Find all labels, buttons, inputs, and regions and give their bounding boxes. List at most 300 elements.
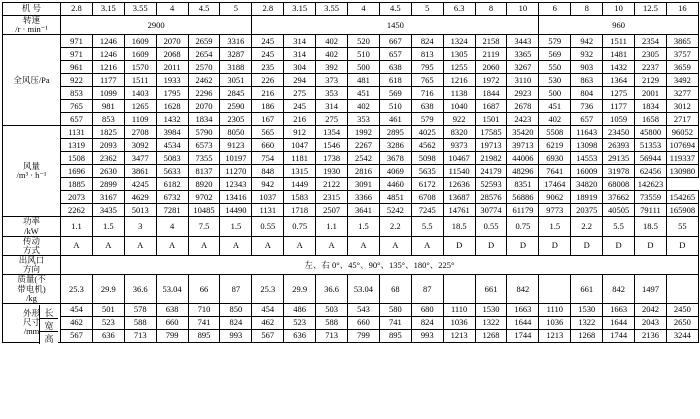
- row-label-model: 机 号: [3, 3, 61, 16]
- drive-cell-8: A: [316, 236, 348, 255]
- mass-cell-14: 842: [507, 275, 539, 304]
- flow-cell-0-17: 23450: [603, 126, 635, 139]
- flow-cell-5-11: 6708: [411, 191, 443, 204]
- dim-width-cell-15: 1036: [539, 316, 571, 329]
- table-row-drive: [3, 236, 699, 255]
- pressure-cell-3-19: 3492: [666, 74, 698, 87]
- dim-height-cell-13: 1268: [475, 329, 507, 342]
- pressure-cell-1-2: 1609: [124, 48, 156, 61]
- flow-cell-4-12: 12636: [443, 178, 475, 191]
- flow-cell-5-0: 2073: [61, 191, 93, 204]
- pressure-cell-5-10: 510: [379, 100, 411, 113]
- dim-height-cell-0: 567: [61, 329, 93, 342]
- mass-cell-15: [539, 275, 571, 304]
- pressure-cell-6-16: 657: [571, 113, 603, 126]
- flow-cell-6-14: 61179: [507, 204, 539, 217]
- pressure-cell-2-12: 1255: [443, 61, 475, 74]
- dim-length-cell-15: 1110: [539, 303, 571, 316]
- power-cell-2: 3: [124, 217, 156, 236]
- flow-cell-5-3: 6732: [156, 191, 188, 204]
- flow-cell-4-15: 17464: [539, 178, 571, 191]
- pressure-cell-1-18: 2305: [635, 48, 667, 61]
- pressure-cell-3-0: 922: [61, 74, 93, 87]
- drive-cell-4: A: [188, 236, 220, 255]
- flow-cell-4-5: 12343: [220, 178, 252, 191]
- model-number-13: 8: [475, 3, 507, 16]
- pressure-cell-1-1: 1246: [92, 48, 124, 61]
- pressure-cell-3-5: 3051: [220, 74, 252, 87]
- flow-cell-3-0: 1696: [61, 165, 93, 178]
- power-cell-0: 1.1: [61, 217, 93, 236]
- power-cell-8: 1.1: [316, 217, 348, 236]
- flow-cell-1-14: 39713: [507, 139, 539, 152]
- pressure-cell-4-4: 2296: [188, 87, 220, 100]
- flow-cell-0-3: 3984: [156, 126, 188, 139]
- pressure-cell-3-13: 1972: [475, 74, 507, 87]
- model-number-3: 4: [156, 3, 188, 16]
- pressure-cell-4-3: 1795: [156, 87, 188, 100]
- power-cell-4: 7.5: [188, 217, 220, 236]
- flow-cell-5-4: 9702: [188, 191, 220, 204]
- flow-cell-1-8: 1546: [316, 139, 348, 152]
- flow-cell-1-4: 6573: [188, 139, 220, 152]
- flow-cell-5-16: 18919: [571, 191, 603, 204]
- table-row-dim-width: [3, 316, 699, 329]
- dim-length-cell-18: 2042: [635, 303, 667, 316]
- row-label-flow: 风量 /m³ · h⁻¹: [3, 126, 61, 217]
- flow-cell-2-18: 56944: [635, 152, 667, 165]
- dim-height-cell-12: 1213: [443, 329, 475, 342]
- pressure-cell-5-15: 451: [539, 100, 571, 113]
- pressure-cell-0-2: 1609: [124, 35, 156, 48]
- pressure-cell-3-1: 1177: [92, 74, 124, 87]
- dim-length-cell-1: 501: [92, 303, 124, 316]
- dim-width-cell-8: 588: [316, 316, 348, 329]
- row-label-outlet: 出风口 方向: [3, 256, 61, 275]
- dim-width-cell-7: 523: [284, 316, 316, 329]
- dim-width-cell-2: 588: [124, 316, 156, 329]
- power-cell-7: 0.75: [284, 217, 316, 236]
- dim-length-cell-8: 503: [316, 303, 348, 316]
- flow-cell-5-5: 13416: [220, 191, 252, 204]
- flow-cell-0-0: 1131: [61, 126, 93, 139]
- pressure-cell-3-12: 1216: [443, 74, 475, 87]
- mass-cell-17: 842: [603, 275, 635, 304]
- table-row-pressure-0: [3, 35, 699, 48]
- power-cell-19: 55: [666, 217, 698, 236]
- power-cell-10: 2.2: [379, 217, 411, 236]
- flow-cell-0-8: 1354: [316, 126, 348, 139]
- pressure-cell-3-8: 373: [316, 74, 348, 87]
- pressure-cell-6-13: 1501: [475, 113, 507, 126]
- outlet-direction-value: 左、右 0°、45°、90°、135°、180°、225°: [61, 256, 699, 275]
- pressure-cell-4-12: 1138: [443, 87, 475, 100]
- pressure-cell-1-10: 657: [379, 48, 411, 61]
- pressure-cell-3-7: 294: [284, 74, 316, 87]
- pressure-cell-6-8: 275: [316, 113, 348, 126]
- flow-cell-4-14: 8351: [507, 178, 539, 191]
- pressure-cell-2-0: 961: [61, 61, 93, 74]
- flow-cell-0-9: 1992: [348, 126, 380, 139]
- flow-cell-6-1: 3435: [92, 204, 124, 217]
- pressure-cell-6-1: 853: [92, 113, 124, 126]
- pressure-cell-2-17: 1432: [603, 61, 635, 74]
- table-row-pressure-2: [3, 61, 699, 74]
- dim-height-cell-2: 713: [124, 329, 156, 342]
- model-number-8: 3.55: [316, 3, 348, 16]
- flow-cell-0-13: 17585: [475, 126, 507, 139]
- pressure-cell-4-6: 216: [252, 87, 284, 100]
- power-cell-3: 4: [156, 217, 188, 236]
- flow-cell-3-7: 1315: [284, 165, 316, 178]
- pressure-cell-0-16: 942: [571, 35, 603, 48]
- model-number-9: 4: [348, 3, 380, 16]
- pressure-cell-3-9: 481: [348, 74, 380, 87]
- flow-cell-1-9: 2267: [348, 139, 380, 152]
- table-row-flow-1: [3, 139, 699, 152]
- dim-width-cell-18: 2043: [635, 316, 667, 329]
- dim-height-cell-18: 2136: [635, 329, 667, 342]
- flow-cell-1-12: 9373: [443, 139, 475, 152]
- flow-cell-1-13: 19713: [475, 139, 507, 152]
- power-cell-1: 1.5: [92, 217, 124, 236]
- dim-length-cell-2: 578: [124, 303, 156, 316]
- dim-height-cell-3: 799: [156, 329, 188, 342]
- pressure-cell-6-6: 167: [252, 113, 284, 126]
- table-row-outlet: [3, 256, 699, 275]
- power-cell-18: 18.5: [635, 217, 667, 236]
- pressure-cell-0-17: 1511: [603, 35, 635, 48]
- flow-cell-6-16: 20375: [571, 204, 603, 217]
- mass-cell-3: 53.04: [156, 275, 188, 304]
- flow-cell-0-4: 5790: [188, 126, 220, 139]
- dim-height-cell-11: 993: [411, 329, 443, 342]
- flow-cell-2-17: 29135: [603, 152, 635, 165]
- pressure-cell-1-7: 314: [284, 48, 316, 61]
- speed-group-0: 2900: [61, 16, 252, 35]
- flow-cell-4-16: 34820: [571, 178, 603, 191]
- flow-cell-2-19: 119337: [666, 152, 698, 165]
- pressure-cell-5-5: 2590: [220, 100, 252, 113]
- flow-cell-3-8: 1930: [316, 165, 348, 178]
- drive-cell-17: D: [603, 236, 635, 255]
- drive-cell-16: D: [571, 236, 603, 255]
- pressure-cell-4-13: 1844: [475, 87, 507, 100]
- flow-cell-6-0: 2262: [61, 204, 93, 217]
- row-label-mass: 质量(不 带电机) /kg: [3, 275, 61, 304]
- pressure-cell-3-4: 2462: [188, 74, 220, 87]
- pressure-cell-2-8: 392: [316, 61, 348, 74]
- drive-cell-2: A: [124, 236, 156, 255]
- pressure-cell-3-6: 226: [252, 74, 284, 87]
- flow-cell-2-3: 5083: [156, 152, 188, 165]
- flow-cell-5-8: 2315: [316, 191, 348, 204]
- power-cell-5: 1.5: [220, 217, 252, 236]
- power-cell-13: 0.55: [475, 217, 507, 236]
- mass-cell-6: 25.3: [252, 275, 284, 304]
- pressure-cell-6-12: 922: [443, 113, 475, 126]
- dim-length-cell-12: 1110: [443, 303, 475, 316]
- dim-width-cell-0: 462: [61, 316, 93, 329]
- pressure-cell-5-6: 186: [252, 100, 284, 113]
- pressure-cell-5-0: 765: [61, 100, 93, 113]
- dim-width-cell-17: 1644: [603, 316, 635, 329]
- dim-length-cell-6: 454: [252, 303, 284, 316]
- flow-cell-3-13: 24179: [475, 165, 507, 178]
- pressure-cell-2-9: 500: [348, 61, 380, 74]
- model-number-18: 12.5: [635, 3, 667, 16]
- flow-cell-0-2: 2708: [124, 126, 156, 139]
- mass-cell-2: 36.6: [124, 275, 156, 304]
- flow-cell-6-8: 2507: [316, 204, 348, 217]
- flow-cell-5-6: 1037: [252, 191, 284, 204]
- pressure-cell-0-9: 520: [348, 35, 380, 48]
- pressure-cell-2-3: 2011: [156, 61, 188, 74]
- pressure-cell-3-16: 863: [571, 74, 603, 87]
- dim-length-cell-3: 638: [156, 303, 188, 316]
- dim-sublabel-divider-1: [39, 331, 58, 332]
- table-row-flow-2: [3, 152, 699, 165]
- flow-cell-4-10: 4460: [379, 178, 411, 191]
- mass-cell-8: 36.6: [316, 275, 348, 304]
- model-number-16: 8: [571, 3, 603, 16]
- pressure-cell-3-14: 3110: [507, 74, 539, 87]
- flow-cell-3-1: 2630: [92, 165, 124, 178]
- power-cell-6: 0.55: [252, 217, 284, 236]
- pressure-cell-3-11: 765: [411, 74, 443, 87]
- table-row-pressure-1: [3, 48, 699, 61]
- dim-width-cell-16: 1322: [571, 316, 603, 329]
- pressure-cell-4-5: 2845: [220, 87, 252, 100]
- flow-cell-4-3: 6182: [156, 178, 188, 191]
- dim-height-cell-9: 799: [348, 329, 380, 342]
- flow-cell-1-6: 660: [252, 139, 284, 152]
- pressure-cell-0-19: 3865: [666, 35, 698, 48]
- dim-length-cell-10: 580: [379, 303, 411, 316]
- pressure-cell-0-10: 667: [379, 35, 411, 48]
- model-number-17: 10: [603, 3, 635, 16]
- pressure-cell-2-13: 2060: [475, 61, 507, 74]
- flow-cell-2-15: 6930: [539, 152, 571, 165]
- flow-cell-6-15: 9773: [539, 204, 571, 217]
- power-cell-16: 2.2: [571, 217, 603, 236]
- row-label-drive: 传动 方式: [3, 236, 61, 255]
- model-number-11: 5: [411, 3, 443, 16]
- pressure-cell-6-19: 2717: [666, 113, 698, 126]
- flow-cell-1-19: 107694: [666, 139, 698, 152]
- mass-cell-1: 29.9: [92, 275, 124, 304]
- dim-length-cell-16: 1530: [571, 303, 603, 316]
- flow-cell-1-0: 1319: [61, 139, 93, 152]
- pressure-cell-4-17: 1275: [603, 87, 635, 100]
- pressure-cell-0-18: 2354: [635, 35, 667, 48]
- pressure-cell-4-16: 804: [571, 87, 603, 100]
- speed-group-1: 1450: [252, 16, 539, 35]
- mass-cell-0: 25.3: [61, 275, 93, 304]
- pressure-cell-2-18: 2237: [635, 61, 667, 74]
- model-number-12: 6.3: [443, 3, 475, 16]
- pressure-cell-5-19: 3012: [666, 100, 698, 113]
- table-row-speed: [3, 16, 699, 35]
- dim-sublabel-长: 长: [40, 306, 58, 319]
- flow-cell-1-5: 9123: [220, 139, 252, 152]
- flow-cell-1-3: 4534: [156, 139, 188, 152]
- pressure-cell-4-15: 500: [539, 87, 571, 100]
- flow-cell-6-3: 7281: [156, 204, 188, 217]
- pressure-cell-5-7: 245: [284, 100, 316, 113]
- pressure-cell-2-14: 3267: [507, 61, 539, 74]
- flow-cell-1-17: 26393: [603, 139, 635, 152]
- flow-cell-6-13: 30774: [475, 204, 507, 217]
- pressure-cell-2-6: 235: [252, 61, 284, 74]
- pressure-cell-5-12: 1040: [443, 100, 475, 113]
- pressure-cell-6-17: 1059: [603, 113, 635, 126]
- pressure-cell-4-8: 353: [316, 87, 348, 100]
- drive-cell-7: A: [284, 236, 316, 255]
- flow-cell-3-18: 62456: [635, 165, 667, 178]
- flow-cell-5-1: 3167: [92, 191, 124, 204]
- pressure-cell-5-9: 402: [348, 100, 380, 113]
- flow-cell-6-12: 14761: [443, 204, 475, 217]
- flow-cell-5-17: 37662: [603, 191, 635, 204]
- flow-cell-4-8: 2122: [316, 178, 348, 191]
- pressure-cell-3-10: 618: [379, 74, 411, 87]
- pressure-cell-2-2: 1570: [124, 61, 156, 74]
- flow-cell-4-0: 1885: [61, 178, 93, 191]
- pressure-cell-6-3: 1432: [156, 113, 188, 126]
- dim-length-cell-0: 454: [61, 303, 93, 316]
- flow-cell-3-5: 11270: [220, 165, 252, 178]
- flow-cell-6-6: 1131: [252, 204, 284, 217]
- dim-width-cell-13: 1322: [475, 316, 507, 329]
- flow-cell-4-4: 8920: [188, 178, 220, 191]
- pressure-cell-2-15: 550: [539, 61, 571, 74]
- pressure-cell-4-7: 275: [284, 87, 316, 100]
- pressure-cell-0-11: 824: [411, 35, 443, 48]
- model-number-6: 2.8: [252, 3, 284, 16]
- drive-cell-6: A: [252, 236, 284, 255]
- dim-width-cell-10: 741: [379, 316, 411, 329]
- dim-length-cell-4: 710: [188, 303, 220, 316]
- dim-width-cell-6: 462: [252, 316, 284, 329]
- pressure-cell-3-2: 1511: [124, 74, 156, 87]
- power-cell-15: 1.5: [539, 217, 571, 236]
- dim-width-cell-3: 660: [156, 316, 188, 329]
- dim-height-cell-14: 1744: [507, 329, 539, 342]
- pressure-cell-5-18: 1834: [635, 100, 667, 113]
- drive-cell-19: D: [666, 236, 698, 255]
- pressure-cell-1-4: 2654: [188, 48, 220, 61]
- dim-length-cell-17: 1663: [603, 303, 635, 316]
- dim-length-cell-19: 2450: [666, 303, 698, 316]
- pressure-cell-6-14: 2423: [507, 113, 539, 126]
- flow-cell-3-17: 31978: [603, 165, 635, 178]
- pressure-cell-1-14: 3365: [507, 48, 539, 61]
- row-label-pressure: 全风压/Pa: [3, 35, 61, 126]
- flow-cell-2-10: 3678: [379, 152, 411, 165]
- pressure-cell-6-5: 2305: [220, 113, 252, 126]
- dim-height-cell-17: 1744: [603, 329, 635, 342]
- flow-cell-6-19: 165908: [666, 204, 698, 217]
- flow-cell-0-16: 11643: [571, 126, 603, 139]
- power-cell-9: 1.5: [348, 217, 380, 236]
- flow-cell-5-19: 154265: [666, 191, 698, 204]
- pressure-cell-1-5: 3287: [220, 48, 252, 61]
- flow-cell-1-1: 2093: [92, 139, 124, 152]
- flow-cell-4-18: 142623: [635, 178, 667, 191]
- pressure-cell-0-12: 1324: [443, 35, 475, 48]
- flow-cell-1-11: 4562: [411, 139, 443, 152]
- flow-cell-3-14: 48296: [507, 165, 539, 178]
- dim-width-cell-19: 2650: [666, 316, 698, 329]
- drive-cell-15: D: [539, 236, 571, 255]
- table-row-pressure-5: [3, 100, 699, 113]
- model-number-15: 6: [539, 3, 571, 16]
- pressure-cell-2-19: 3659: [666, 61, 698, 74]
- pressure-cell-1-8: 402: [316, 48, 348, 61]
- flow-cell-0-6: 565: [252, 126, 284, 139]
- pressure-cell-3-15: 530: [539, 74, 571, 87]
- table-row-flow-3: [3, 165, 699, 178]
- flow-cell-2-14: 44006: [507, 152, 539, 165]
- table-row-dim-length: [3, 303, 699, 316]
- pressure-cell-2-1: 1216: [92, 61, 124, 74]
- mass-cell-12: [443, 275, 475, 304]
- drive-cell-3: A: [156, 236, 188, 255]
- flow-cell-4-9: 3091: [348, 178, 380, 191]
- dim-height-cell-4: 895: [188, 329, 220, 342]
- flow-cell-0-1: 1825: [92, 126, 124, 139]
- mass-cell-18: 1497: [635, 275, 667, 304]
- flow-cell-5-9: 3366: [348, 191, 380, 204]
- power-cell-14: 0.75: [507, 217, 539, 236]
- fan-specification-table: [2, 2, 699, 343]
- drive-cell-1: A: [92, 236, 124, 255]
- power-cell-12: 18.5: [443, 217, 475, 236]
- pressure-cell-0-0: 971: [61, 35, 93, 48]
- pressure-cell-4-9: 451: [348, 87, 380, 100]
- dim-length-cell-11: 680: [411, 303, 443, 316]
- flow-cell-5-14: 56886: [507, 191, 539, 204]
- table-row-pressure-3: [3, 74, 699, 87]
- flow-cell-5-15: 9062: [539, 191, 571, 204]
- flow-cell-0-18: 45800: [635, 126, 667, 139]
- dim-height-cell-7: 636: [284, 329, 316, 342]
- flow-cell-0-12: 8320: [443, 126, 475, 139]
- flow-cell-2-11: 5098: [411, 152, 443, 165]
- table-row-pressure-6: [3, 113, 699, 126]
- pressure-cell-6-10: 461: [379, 113, 411, 126]
- dim-length-cell-13: 1530: [475, 303, 507, 316]
- pressure-cell-4-10: 569: [379, 87, 411, 100]
- dim-length-cell-9: 543: [348, 303, 380, 316]
- pressure-cell-5-3: 1628: [156, 100, 188, 113]
- row-label-power: 功率 /kW: [3, 217, 61, 236]
- mass-cell-11: 87: [411, 275, 443, 304]
- flow-cell-0-11: 4025: [411, 126, 443, 139]
- pressure-cell-6-18: 1658: [635, 113, 667, 126]
- row-label-speed: 转速 /r · min⁻¹: [3, 16, 61, 35]
- speed-group-2: 960: [539, 16, 698, 35]
- dim-height-cell-10: 895: [379, 329, 411, 342]
- model-number-2: 3.55: [124, 3, 156, 16]
- dim-length-cell-5: 850: [220, 303, 252, 316]
- pressure-cell-5-16: 736: [571, 100, 603, 113]
- model-number-19: 16: [666, 3, 698, 16]
- flow-cell-5-12: 13687: [443, 191, 475, 204]
- flow-cell-2-1: 2362: [92, 152, 124, 165]
- pressure-cell-4-18: 2001: [635, 87, 667, 100]
